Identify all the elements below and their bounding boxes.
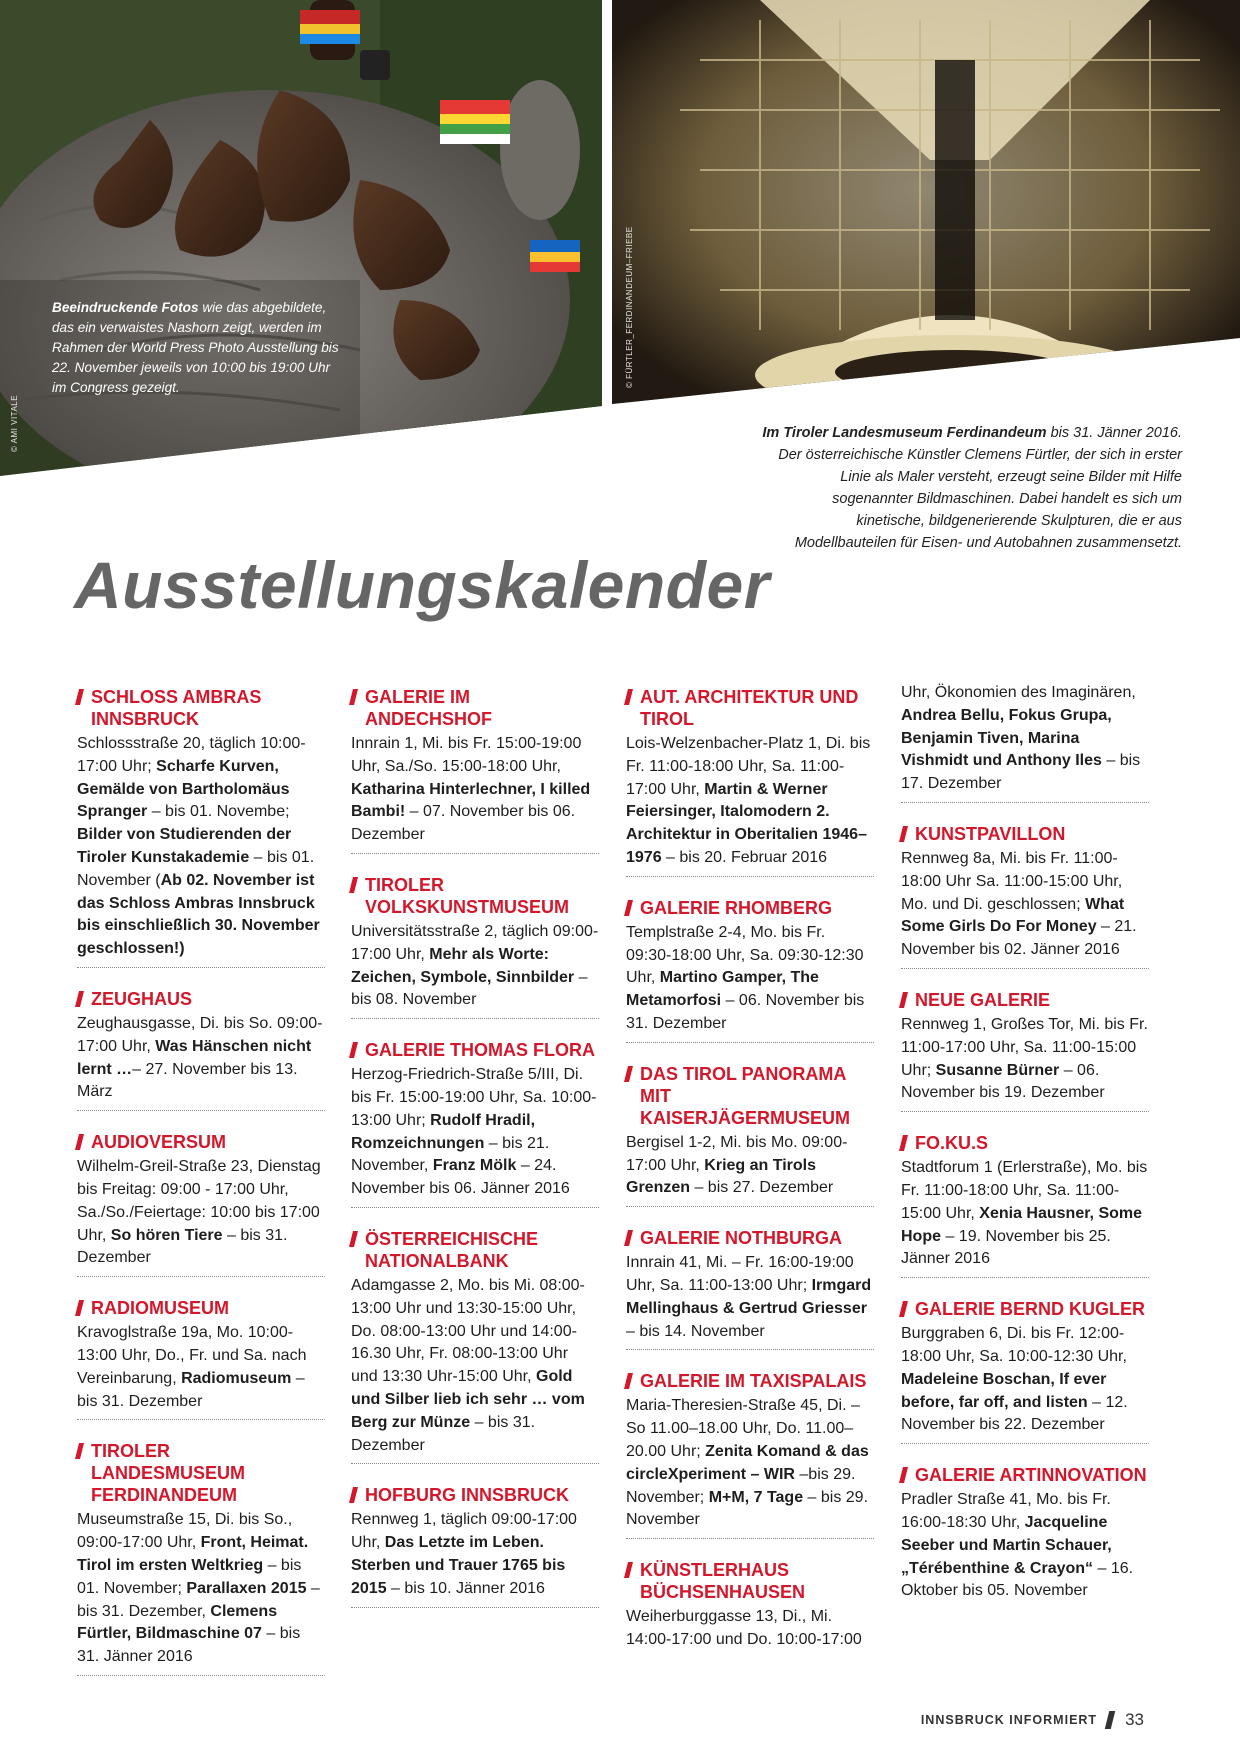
slash-marker	[349, 877, 358, 893]
entry-title: SCHLOSS AMBRAS INNSBRUCK	[77, 686, 325, 730]
entry-text-run: Schlossstraße 20, täglich 10:00-17:00 Uhr;	[77, 735, 306, 775]
entry-text-run: – bis 01. Novembe;	[147, 803, 290, 821]
entry-title: HOFBURG INNSBRUCK	[351, 1484, 599, 1506]
entry-text-run: – bis 01. November;	[77, 1556, 302, 1597]
entry-kunstpavillon	[901, 823, 1149, 969]
entry-highlight: Scharfe Kurven, Gemälde von Bartholomäus Spranger	[77, 757, 290, 821]
entry-text-run: – bis 31. Dezember,	[77, 1579, 320, 1620]
entry-title: TIROLER LANDESMUSEUM FERDINANDEUM	[77, 1440, 325, 1506]
entry-body	[77, 1156, 325, 1270]
entry-text	[626, 733, 874, 870]
entry-body	[77, 733, 325, 961]
entry-highlight: Gold und Silber lieb ich sehr … vom Berg zur Münze	[351, 1368, 585, 1431]
entry-kuenstlerhaus	[626, 1559, 874, 1658]
entry-title: TIROLER VOLKSKUNSTMUSEUM	[351, 874, 599, 918]
entry-text	[901, 1157, 1149, 1271]
entry-text-run: Maria-Theresien-Straße 45, Di. – So 11.00–18.00 Uhr, Do. 11.00–20.00 Uhr;	[626, 1397, 860, 1460]
entry-title: ÖSTERREICHISCHE NATIONALBANK	[351, 1228, 599, 1272]
entry-schloss-ambras	[77, 686, 325, 968]
entry-text	[901, 1489, 1149, 1603]
entry-text	[77, 1013, 325, 1104]
entry-highlight: Martin & Werner Feiersinger, Italomodern 2. Architektur in Oberitalien 1946–1976	[626, 780, 867, 866]
slash-marker	[899, 826, 908, 842]
entry-body	[901, 682, 1149, 796]
entry-title: AUDIOVERSUM	[77, 1131, 325, 1153]
entry-text-run: – 16. Oktober bis 05. November	[901, 1559, 1134, 1600]
calendar-column-1	[77, 686, 325, 1696]
entry-highlight: Radiomuseum	[181, 1369, 292, 1387]
slash-marker	[899, 1135, 908, 1151]
entry-text-run: – 06. November bis 19. Dezember	[901, 1061, 1105, 1102]
entry-text-run: Kravoglstraße 19a, Mo. 10:00-13:00 Uhr, Do., Fr. und Sa. nach Vereinbarung,	[77, 1324, 307, 1387]
entry-text	[626, 1252, 874, 1343]
entry-text-run: – bis 29. November	[626, 1488, 869, 1529]
entry-text-run: Pradler Straße 41, Mo. bis Fr. 16:00-18:30 Uhr,	[901, 1491, 1111, 1531]
entry-text-run: – 06. November bis 31. Dezember	[626, 992, 865, 1032]
entry-text-run: Rennweg 1, täglich 09:00-17:00 Uhr,	[351, 1511, 577, 1552]
entry-highlight: Jacqueline Seeber und Martin Schauer, „Térébenthine & Crayon“	[901, 1513, 1112, 1577]
entry-body	[901, 848, 1149, 962]
entry-audioversum	[77, 1131, 325, 1277]
entry-highlight: Krieg an Tirols Grenzen	[626, 1156, 817, 1197]
entry-text	[351, 1064, 599, 1201]
entry-body	[351, 921, 599, 1012]
slash-marker	[349, 1487, 358, 1503]
entry-text-run: – bis 31. Jänner 2016	[77, 1625, 301, 1666]
entry-text-run: – bis 20. Februar 2016	[661, 848, 828, 866]
entry-text-run: Lois-Welzenbacher-Platz 1, Di. bis Fr. 11:00-18:00 Uhr, Sa. 11:00-17:00 Uhr,	[626, 735, 871, 798]
entry-ferdinandeum	[77, 1440, 325, 1676]
entry-text-run: – bis 27. Dezember	[690, 1179, 834, 1197]
entry-text-run: Weiherburggasse 13, Di., Mi. 14:00-17:00 und Do. 10:00-17:00	[626, 1608, 862, 1648]
entry-body	[901, 1489, 1149, 1603]
slash-marker	[899, 992, 908, 1008]
entry-fokus	[901, 1132, 1149, 1278]
entry-text	[626, 1132, 874, 1200]
entry-highlight: Das Letzte im Leben. Sterben und Trauer 1765 bis 2015	[351, 1534, 566, 1597]
entry-title: GALERIE ARTINNOVATION	[901, 1464, 1149, 1486]
entry-highlight: Andrea Bellu, Fokus Grupa, Benjamin Tiven, Marina Vishmidt und Anthony Iles	[901, 706, 1112, 770]
entry-text	[351, 1509, 599, 1600]
entry-body	[626, 922, 874, 1036]
entry-text-run: – 19. November bis 25. Jänner 2016	[901, 1227, 1111, 1268]
entry-title: NEUE GALERIE	[901, 989, 1149, 1011]
entry-artinnovation	[901, 1464, 1149, 1609]
slash-marker	[75, 1443, 84, 1459]
rhino-caption-text: wie das abgebildete, das ein verwaistes Nashorn zeigt, werden im Rahmen der World Press Photo Ausstellung bis 22. November jeweils von 10:00 bis 19:00 Uhr im Congress gezeigt.	[52, 300, 339, 395]
page-title: Ausstellungskalender	[74, 548, 770, 622]
entry-text-run: – 21. November bis 02. Jänner 2016	[901, 918, 1137, 959]
entry-body	[351, 1064, 599, 1201]
entry-neue-galerie	[901, 989, 1149, 1112]
entry-body	[351, 1275, 599, 1457]
entry-text-run: Innrain 41, Mi. – Fr. 16:00-19:00 Uhr, Sa. 11:00-13:00 Uhr;	[626, 1254, 854, 1294]
entry-text-run: – bis 21. November,	[351, 1134, 550, 1175]
entry-title: AUT. ARCHITEKTUR UND TIROL	[626, 686, 874, 730]
publication-name: INNSBRUCK INFORMIERT	[920, 1713, 1098, 1727]
entry-text-run: Templstraße 2-4, Mo. bis Fr. 09:30-18:00 Uhr, Sa. 09:30-12:30 Uhr,	[626, 923, 864, 987]
entry-body	[77, 1509, 325, 1669]
entry-title: KÜNSTLERHAUS BÜCHSENHAUSEN	[626, 1559, 874, 1603]
slash-marker	[75, 991, 84, 1007]
entry-kugler	[901, 1298, 1149, 1444]
calendar-column-4	[901, 686, 1149, 1629]
calendar-column-3	[626, 686, 874, 1678]
entry-highlight: Susanne Bürner	[935, 1061, 1060, 1079]
entry-text	[351, 921, 599, 1012]
entry-text	[77, 1156, 325, 1270]
slash-marker	[349, 1042, 358, 1058]
slash-marker	[624, 1230, 633, 1246]
rhino-caption	[52, 298, 342, 398]
slash-marker	[899, 1467, 908, 1483]
entry-nationalbank	[351, 1228, 599, 1464]
entry-highlight: Rudolf Hradil, Romzeichnungen	[351, 1111, 536, 1152]
entry-text-run: – bis 08. November	[351, 968, 588, 1009]
entry-text-run: Museumstraße 15, Di. bis So., 09:00-17:00 Uhr,	[77, 1511, 293, 1552]
slash-marker	[624, 900, 633, 916]
entry-text	[626, 922, 874, 1036]
entry-text-run: Herzog-Friedrich-Straße 5/III, Di. bis Fr. 15:00-19:00 Uhr, Sa. 10:00-13:00 Uhr;	[351, 1066, 597, 1129]
entry-text	[77, 1509, 325, 1669]
entry-title: GALERIE THOMAS FLORA	[351, 1039, 599, 1061]
slash-marker	[899, 1301, 908, 1317]
entry-text-run: Rennweg 1, Großes Tor, Mi. bis Fr. 11:00-17:00 Uhr, Sa. 11:00-15:00 Uhr;	[901, 1015, 1148, 1079]
slash-marker	[349, 689, 358, 705]
entry-body	[626, 1395, 874, 1532]
entry-text-run: Rennweg 8a, Mi. bis Fr. 11:00-18:00 Uhr Sa. 11:00-15:00 Uhr, Mo. und Di. geschlossen;	[901, 849, 1123, 913]
footer-slash-marker	[1105, 1711, 1115, 1729]
entry-title: GALERIE IM TAXISPALAIS	[626, 1370, 874, 1392]
entry-highlight: Katharina Hinterlechner, I killed Bambi!	[351, 780, 591, 821]
entry-highlight: M+M, 7 Tage	[708, 1488, 804, 1506]
entry-zeughaus	[77, 988, 325, 1111]
slash-marker	[349, 1231, 358, 1247]
page-footer	[921, 1710, 1144, 1730]
entry-text-run: – bis 01. November (	[77, 848, 315, 889]
ferdinandeum-caption	[762, 422, 1182, 554]
entry-text	[351, 1275, 599, 1457]
entry-text-run: – bis 31. Dezember	[77, 1226, 288, 1267]
entry-text-run: Wilhelm-Greil-Straße 23, Dienstag bis Freitag: 09:00 - 17:00 Uhr, Sa./So./Feiertage: 10:00 bis 17:00 Uhr,	[77, 1158, 321, 1244]
entry-nothburga	[626, 1227, 874, 1350]
page-number: 33	[1125, 1710, 1144, 1729]
entry-text-run: – bis 14. November	[626, 1322, 765, 1340]
entry-highlight: Ab 02. November ist das Schloss Ambras Innsbruck bis einschließlich 30. November geschlossen!)	[77, 871, 320, 958]
entry-highlight: What Some Girls Do For Money	[901, 895, 1125, 936]
entry-title: RADIOMUSEUM	[77, 1297, 325, 1319]
entry-body	[626, 1132, 874, 1200]
entry-body	[901, 1157, 1149, 1271]
photo-band-graphic	[0, 0, 1240, 480]
entry-text-run: Universitätsstraße 2, täglich 09:00-17:00 Uhr,	[351, 922, 599, 963]
entry-body	[351, 733, 599, 847]
entry-title: ZEUGHAUS	[77, 988, 325, 1010]
entry-title: FO.KU.S	[901, 1132, 1149, 1154]
entry-text-run: – 24. November bis 06. Jänner 2016	[351, 1157, 570, 1198]
slash-marker	[75, 1134, 84, 1150]
entry-highlight: Clemens Fürtler, Bildmaschine 07	[77, 1602, 278, 1643]
entry-body	[351, 1509, 599, 1600]
entry-text-run: – bis 17. Dezember	[901, 752, 1141, 793]
entry-panorama	[626, 1063, 874, 1207]
photo-band	[0, 0, 1240, 480]
entry-title: GALERIE RHOMBERG	[626, 897, 874, 919]
entry-text-run: Bergisel 1-2, Mi. bis Mo. 09:00-17:00 Uhr,	[626, 1133, 848, 1174]
entry-taxispalais	[626, 1370, 874, 1539]
entry-body	[77, 1013, 325, 1104]
entry-title: GALERIE IM ANDECHSHOF	[351, 686, 599, 730]
entry-text-run: – bis 10. Jänner 2016	[386, 1579, 545, 1597]
entry-text	[351, 733, 599, 847]
slash-marker	[75, 1300, 84, 1316]
slash-marker	[75, 689, 84, 705]
entry-highlight: So hören Tiere	[110, 1226, 223, 1244]
entry-highlight: Irmgard Mellinghaus & Gertrud Griesser	[626, 1276, 872, 1317]
entry-text	[626, 1395, 874, 1532]
ferdinandeum-caption-lead: Im Tiroler Landesmuseum Ferdinandeum	[762, 425, 1047, 441]
entry-text-run: –bis 29. November;	[626, 1465, 856, 1506]
entry-text-run: Burggraben 6, Di. bis Fr. 12:00-18:00 Uhr, Sa. 10:00-12:30 Uhr,	[901, 1325, 1127, 1365]
entry-body	[901, 1014, 1149, 1105]
entry-text-run: Adamgasse 2, Mo. bis Mi. 08:00-13:00 Uhr und 13:30-15:00 Uhr, Do. 08:00-13:00 Uhr und 14:00-16.30 Uhr, Fr. 08:00-13:00 Uhr und 13:30 Uhr-15:00 Uhr,	[351, 1276, 585, 1386]
entry-highlight: Front, Heimat. Tirol im ersten Weltkrieg	[77, 1534, 309, 1574]
entry-text	[901, 1014, 1149, 1105]
entry-text	[626, 1606, 874, 1652]
bildmaschine-photo	[612, 0, 1240, 420]
slash-marker	[624, 689, 633, 705]
slash-marker	[624, 1562, 633, 1578]
slash-marker	[624, 1373, 633, 1389]
entry-highlight: Martino Gamper, The Metamorfosi	[626, 969, 819, 1010]
entry-text-run: – bis 31. Dezember	[77, 1369, 305, 1410]
entry-volkskunstmuseum	[351, 874, 599, 1019]
rhino-photo	[0, 0, 602, 480]
entry-body	[626, 733, 874, 870]
entry-title: DAS TIROL PANORAMA MIT KAISERJÄGERMUSEUM	[626, 1063, 874, 1129]
entry-rhomberg	[626, 897, 874, 1043]
entry-kuenstlerhaus-continued	[901, 682, 1149, 803]
entry-aut	[626, 686, 874, 877]
ferdinandeum-caption-text: bis 31. Jänner 2016. Der österreichische Künstler Clemens Fürtler, der sich in erster Linie als Maler versteht, erzeugt seine Bilder mit Hilfe sogenannter Bildmaschinen. Dabei handelt es sich um kinetische, bildgenerierende Skulpturen, die er aus Modellbauteilen für Eisen- und Autobahnen zusammensetzt.	[778, 425, 1182, 551]
entry-text-run: – 27. November bis 13. März	[77, 1060, 298, 1101]
entry-andechshof	[351, 686, 599, 854]
entry-text-run: Zeughausgasse, Di. bis So. 09:00-17:00 Uhr,	[77, 1014, 323, 1055]
entry-text-run: Uhr, Ökonomien des Imaginären,	[901, 684, 1136, 701]
entry-highlight: Was Hänschen nicht lernt …	[77, 1037, 312, 1078]
entry-text	[77, 733, 325, 961]
entry-title: KUNSTPAVILLON	[901, 823, 1149, 845]
bildmaschine-photo-credit: © FÜRTLER_FERDINANDEUM–FRIEBE	[625, 226, 634, 388]
entry-highlight: Bilder von Studierenden der Tiroler Kunstakademie	[77, 826, 292, 866]
entry-highlight: Mehr als Worte: Zeichen, Symbole, Sinnbilder	[351, 945, 575, 986]
entry-text	[901, 848, 1149, 962]
entry-highlight: Franz Mölk	[432, 1157, 517, 1175]
entry-text-run: Stadtforum 1 (Erlerstraße), Mo. bis Fr. 11:00-18:00 Uhr, Sa. 11:00-15:00 Uhr,	[901, 1159, 1148, 1222]
entry-highlight: Xenia Hausner, Some Hope	[901, 1204, 1143, 1245]
entry-text	[901, 682, 1149, 796]
entry-body	[626, 1252, 874, 1343]
entry-hofburg	[351, 1484, 599, 1607]
entry-text-run: – bis 31. Dezember	[351, 1413, 536, 1454]
entry-text-run: Innrain 1, Mi. bis Fr. 15:00-19:00 Uhr, Sa./So. 15:00-18:00 Uhr,	[351, 735, 582, 775]
entry-highlight: Madeleine Boschan, If ever before, far off, and listen	[901, 1370, 1107, 1411]
entry-text	[77, 1322, 325, 1413]
calendar-column-2	[351, 686, 599, 1628]
entry-title: GALERIE NOTHBURGA	[626, 1227, 874, 1249]
rhino-caption-lead: Beeindruckende Fotos	[52, 300, 199, 315]
entry-thomas-flora	[351, 1039, 599, 1208]
entry-highlight: Parallaxen 2015	[186, 1579, 307, 1597]
slash-marker	[624, 1066, 633, 1082]
entry-radiomuseum	[77, 1297, 325, 1420]
rhino-photo-credit: © AMI VITALE	[10, 394, 19, 452]
entry-body	[77, 1322, 325, 1413]
entry-title: GALERIE BERND KUGLER	[901, 1298, 1149, 1320]
entry-text-run: – 12. November bis 22. Dezember	[901, 1393, 1128, 1434]
entry-body	[626, 1606, 874, 1652]
entry-text	[901, 1323, 1149, 1437]
entry-text-run: – 07. November bis 06. Dezember	[351, 803, 576, 844]
entry-highlight: Zenita Komand & das circleXperiment – WIR	[626, 1442, 869, 1483]
entry-body	[901, 1323, 1149, 1437]
